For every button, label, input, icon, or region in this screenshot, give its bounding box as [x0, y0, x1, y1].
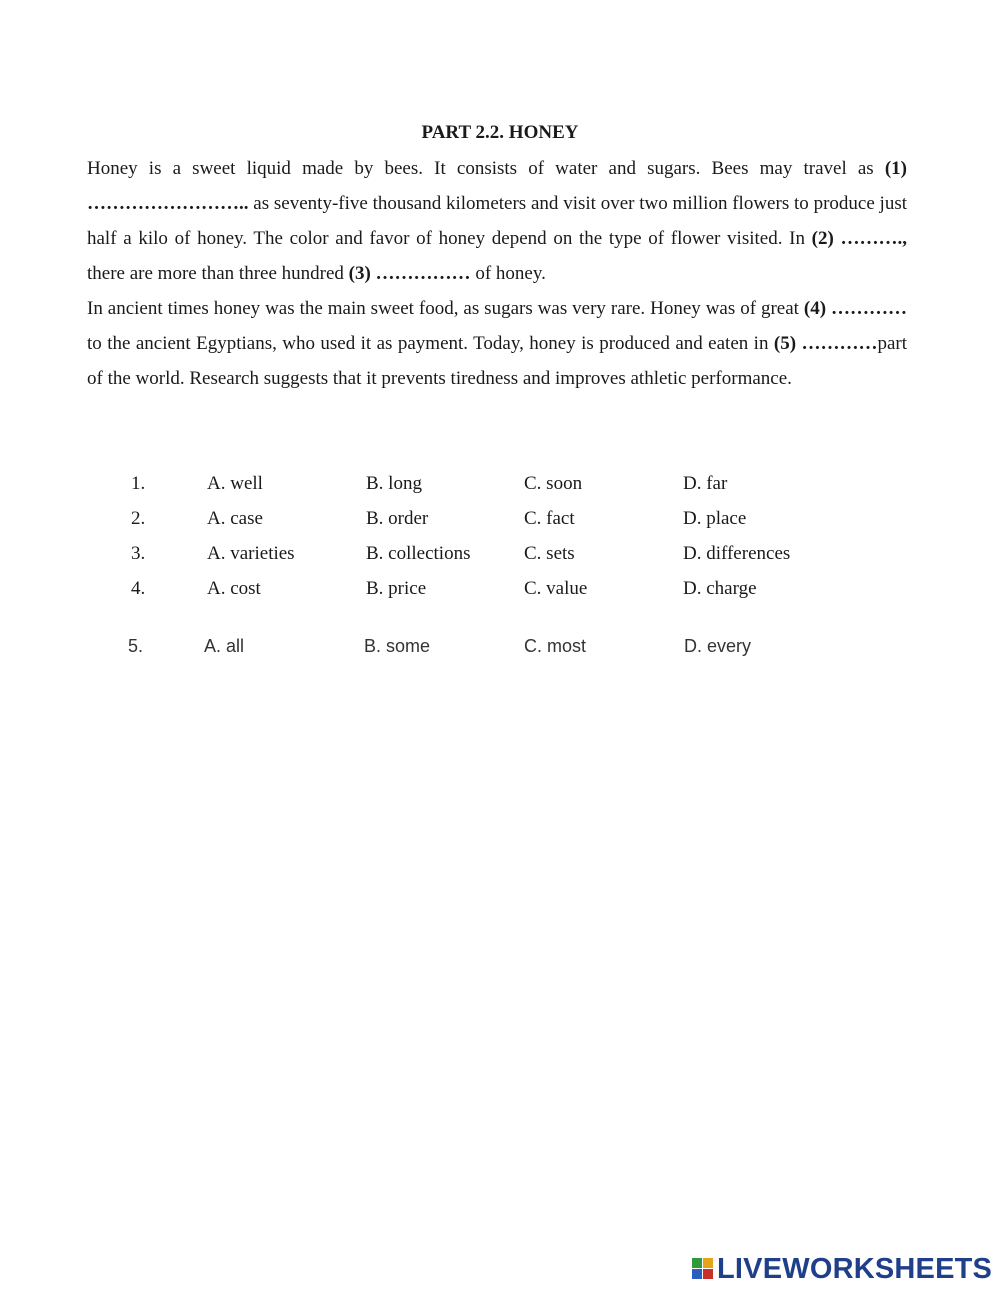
logo-block	[703, 1258, 713, 1268]
option-a: A. all	[204, 636, 245, 656]
logo-block	[692, 1269, 702, 1279]
gap-3: (3) ……………	[348, 263, 471, 284]
option-b: B. long	[366, 473, 422, 494]
option-d: D. place	[683, 508, 747, 529]
gap-1: (1) ……………………..	[87, 158, 907, 214]
option-d: D. far	[683, 473, 728, 494]
question-number: 2.	[131, 508, 146, 529]
paragraph-2	[87, 291, 907, 396]
option-d: D. differences	[683, 543, 791, 564]
option-b: B. price	[366, 578, 427, 599]
option-c: C. fact	[524, 508, 575, 529]
reading-passage	[87, 151, 907, 396]
gap-2: (2) ……….,	[811, 228, 907, 249]
passage-text: to the ancient Egyptians, who used it as payment. Today, honey is produced and eaten in	[87, 333, 774, 354]
option-a: A. case	[207, 508, 263, 529]
option-d: D. charge	[683, 578, 757, 599]
option-a: A. varieties	[207, 543, 295, 564]
option-b: B. collections	[366, 543, 471, 564]
question-number: 5.	[128, 636, 144, 656]
option-a: A. cost	[207, 578, 261, 599]
option-c: C. sets	[524, 543, 575, 564]
passage-text: In ancient times honey was the main sweet food, as sugars was very rare. Honey was of great	[87, 298, 804, 319]
passage-text: as seventy-five thousand kilometers and visit over two million flowers to produce just half a kilo of honey. The color and favor of honey depend on the type of flower visited. In	[87, 193, 907, 249]
option-b: B. some	[364, 636, 431, 656]
passage-text: part of the world. Research suggests that it prevents tiredness and improves athletic performance.	[87, 333, 908, 389]
gap-4: (4) …………	[803, 298, 908, 319]
logo-block	[692, 1258, 702, 1268]
option-c: C. most	[524, 636, 587, 656]
liveworksheets-logo[interactable]	[692, 1252, 992, 1286]
logo-text: LIVEWORKSHEETS	[717, 1252, 993, 1285]
passage-text: of honey.	[470, 263, 546, 284]
passage-text: Honey is a sweet liquid made by bees. It consists of water and sugars. Bees may travel as	[87, 158, 885, 179]
passage-text: there are more than three hundred	[87, 263, 349, 284]
option-b: B. order	[366, 508, 429, 529]
page-title: PART 2.2. HONEY	[421, 122, 579, 143]
option-c: C. soon	[524, 473, 583, 494]
paragraph-1	[87, 151, 907, 291]
option-c: C. value	[524, 578, 588, 599]
option-a: A. well	[207, 473, 263, 494]
gap-5: (5) …………	[773, 333, 878, 354]
question-number: 4.	[131, 578, 146, 599]
logo-blocks-icon	[692, 1258, 714, 1280]
question-number: 3.	[131, 543, 146, 564]
option-d: D. every	[684, 636, 752, 656]
logo-block	[703, 1269, 713, 1279]
question-number: 1.	[131, 473, 146, 494]
